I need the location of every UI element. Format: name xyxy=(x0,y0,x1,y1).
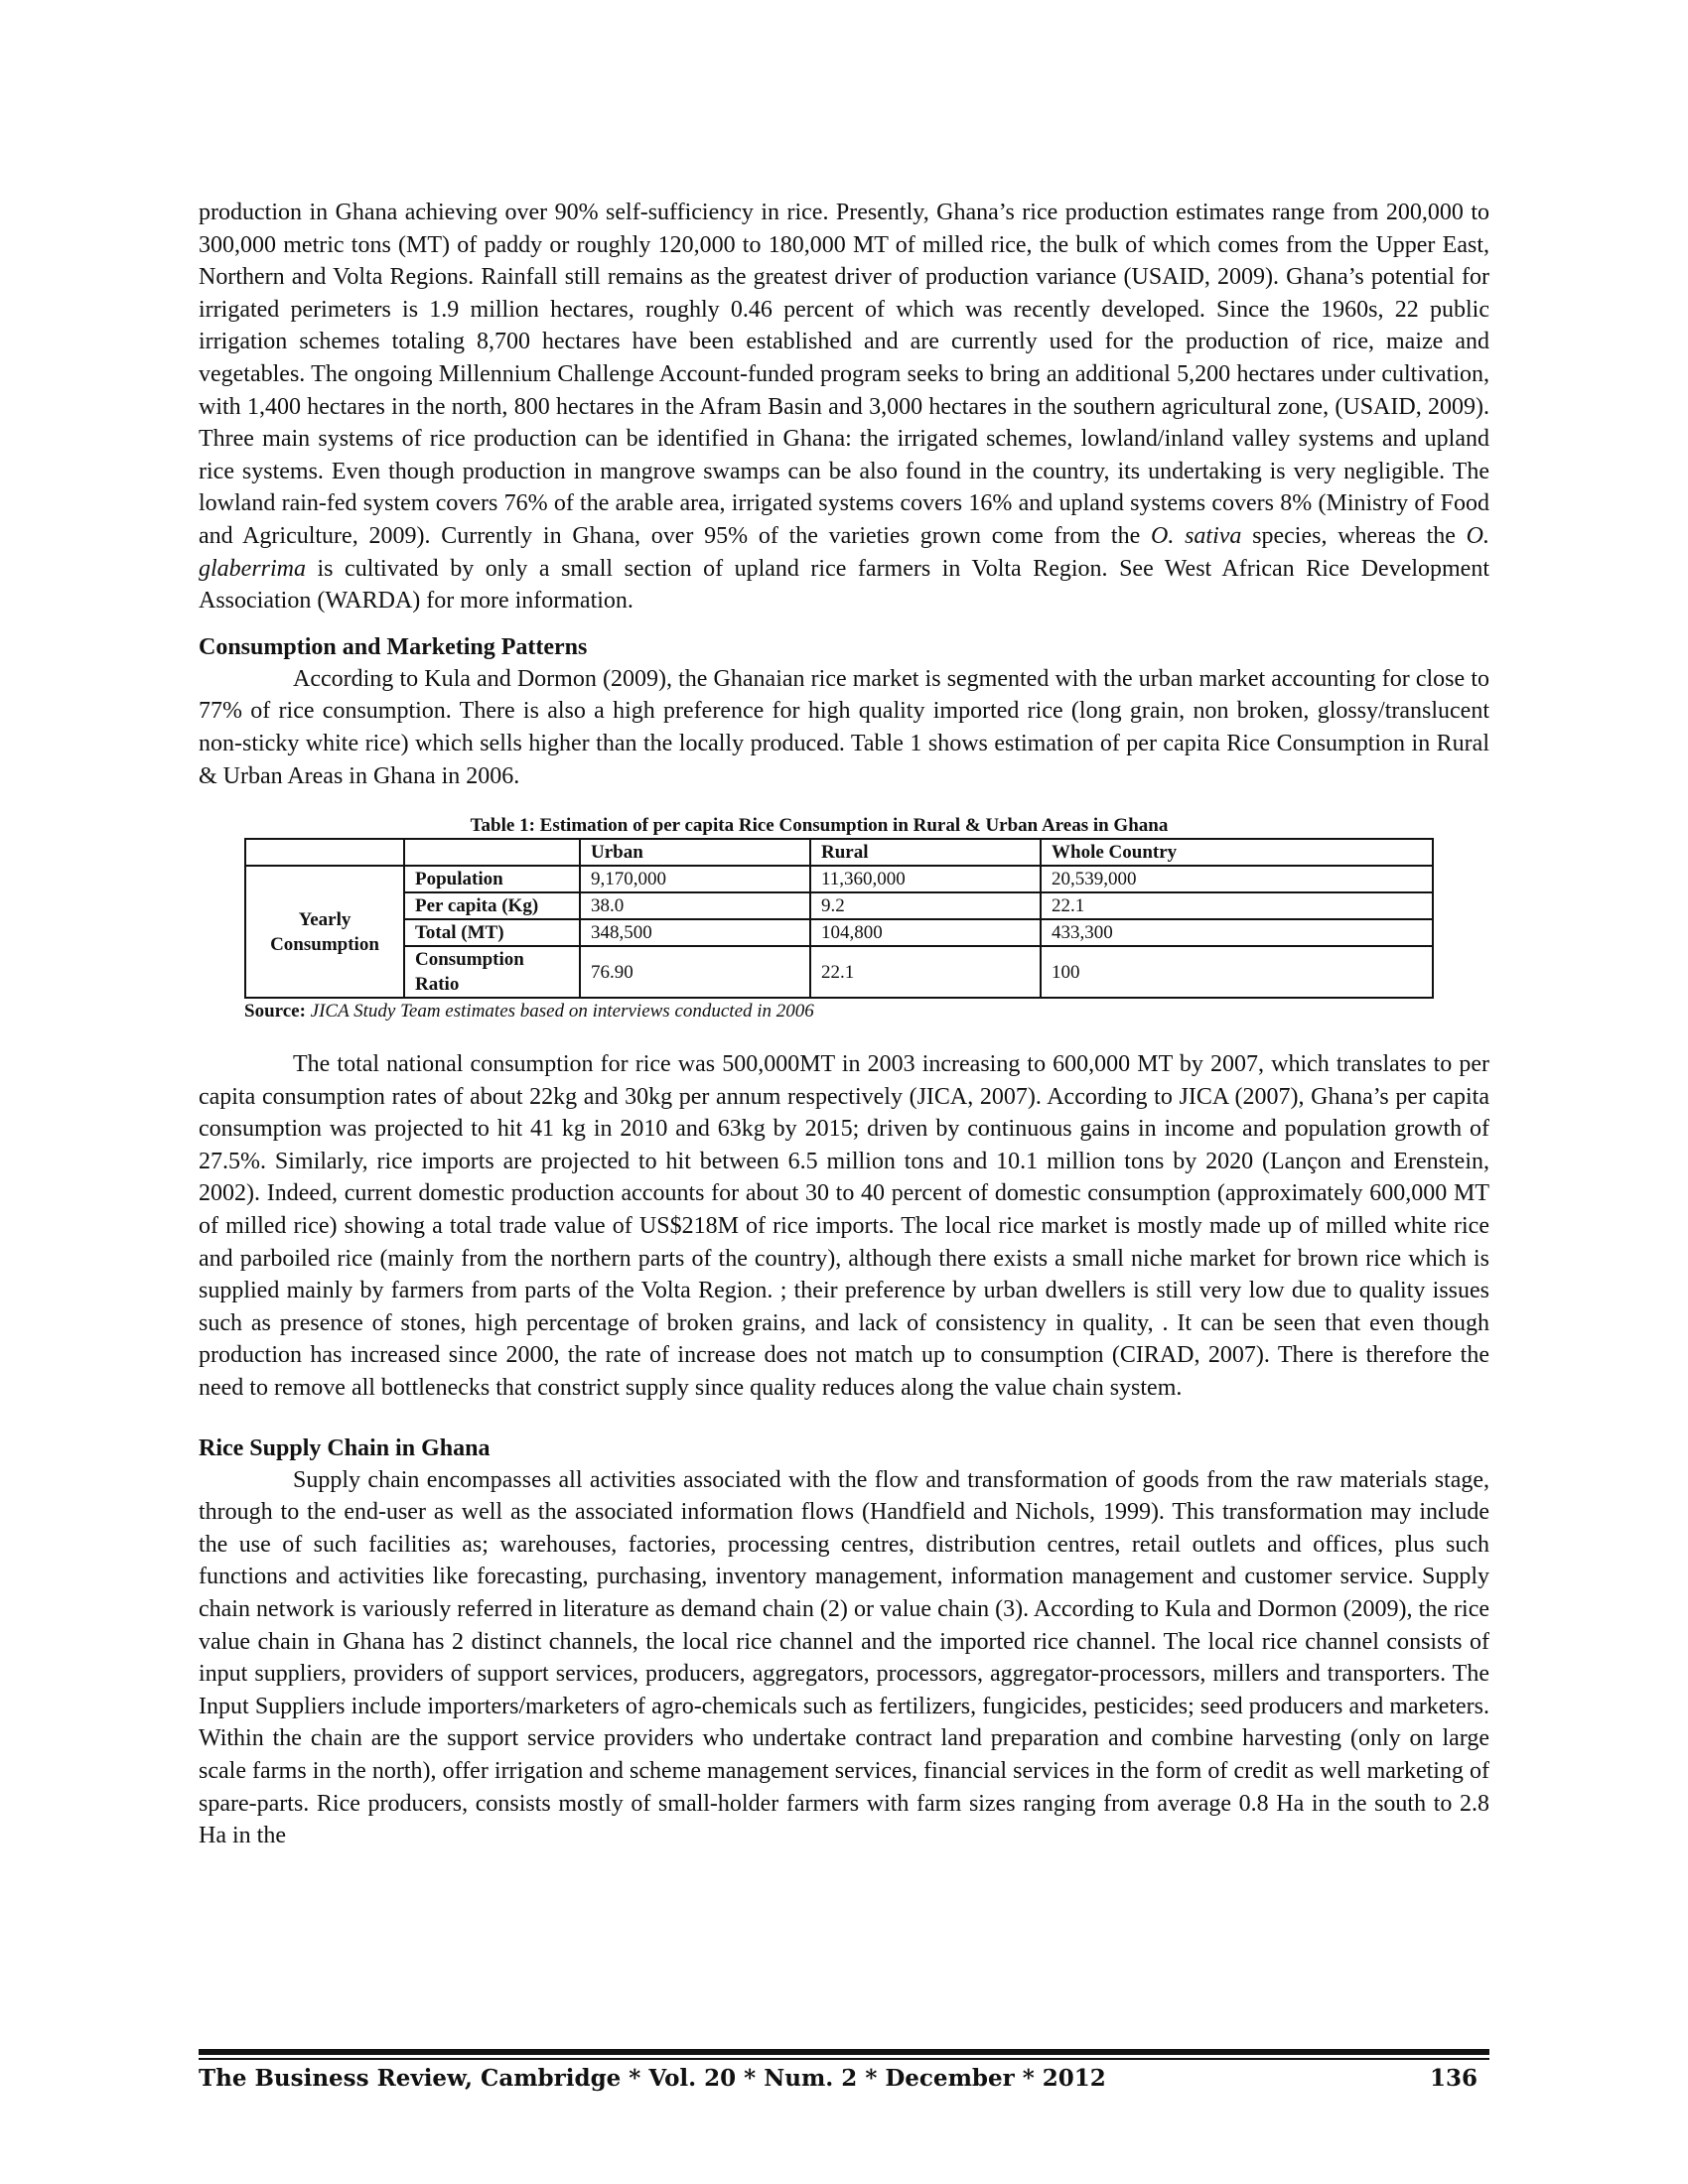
table-cell: 38.0 xyxy=(580,892,810,919)
table-cell: 20,539,000 xyxy=(1041,866,1433,892)
col-header-urban: Urban xyxy=(580,839,810,866)
document-body xyxy=(199,197,1489,1852)
table-cell: 100 xyxy=(1041,946,1433,998)
footer-rule-thin xyxy=(199,2058,1489,2060)
table-cell: 76.90 xyxy=(580,946,810,998)
row-label: Population xyxy=(404,866,580,892)
footer-rule xyxy=(199,2049,1489,2055)
consumption-table xyxy=(244,838,1434,999)
table-row xyxy=(245,892,1433,919)
table-caption: Table 1: Estimation of per capita Rice Consumption in Rural & Urban Areas in Ghana xyxy=(470,815,1169,837)
row-label: Per capita (Kg) xyxy=(404,892,580,919)
table-row xyxy=(245,946,1433,998)
empty-cell xyxy=(404,839,580,866)
table-cell: 11,360,000 xyxy=(810,866,1041,892)
col-header-rural: Rural xyxy=(810,839,1041,866)
table-cell: 9.2 xyxy=(810,892,1041,919)
source-label: Source: xyxy=(244,1001,306,1023)
table-cell: 22.1 xyxy=(1041,892,1433,919)
table-row xyxy=(245,919,1433,946)
table-cell: 433,300 xyxy=(1041,919,1433,946)
row-group-label: Yearly Consumption xyxy=(245,866,404,998)
table-1 xyxy=(199,814,1489,1024)
journal-citation: The Business Review, Cambridge * Vol. 20 * Num. 2 * December * 2012 xyxy=(199,2065,1106,2092)
paragraph-supply-chain: Supply chain encompasses all activities associated with the flow and transformation of goods from the raw materials stage, through to the end-user as well as the associated information flows (Handfield and Nichols, 1999). This transformation may include the use of such facilities as; warehouses, factories, processing centres, distribution centres, retail outlets and offices, plus such functions and activities like forecasting, purchasing, inventory management, information management and customer service. Supply chain network is variously referred in literature as demand chain (2) or value chain (3). According to Kula and Dormon (2009), the rice value chain in Ghana has 2 distinct channels, the local rice channel and the imported rice channel. The local rice channel consists of input suppliers, providers of support services, producers, aggregators, processors, aggregator-processors, millers and transporters. The Input Suppliers include importers/marketers of agro-chemicals such as fertilizers, fungicides, pesticides; seed producers and marketers. Within the chain are the support service providers who undertake contract land preparation and combine harvesting (only on large scale farms in the north), offer irrigation and scheme management services, financial services in the form of credit as well marketing of spare-parts. Rice producers, consists mostly of small-holder farmers with farm sizes ranging from average 0.8 Ha in the south to 2.8 Ha in the xyxy=(199,1466,1489,1849)
heading-consumption: Consumption and Marketing Patterns xyxy=(199,633,588,660)
empty-cell xyxy=(245,839,404,866)
paragraph-consumption: According to Kula and Dormon (2009), the Ghanaian rice market is segmented with the urban market accounting for close to 77% of rice consumption. There is also a high preference for high quality imported rice (long grain, non broken, glossy/translucent non-sticky white rice) which sells higher than the locally produced. Table 1 shows estimation of per capita Rice Consumption in Rural & Urban Areas in Ghana in 2006. xyxy=(199,665,1489,789)
row-label: Total (MT) xyxy=(404,919,580,946)
table-header-row xyxy=(245,839,1433,866)
table-source xyxy=(244,999,1489,1024)
table-cell: 348,500 xyxy=(580,919,810,946)
table-cell: 104,800 xyxy=(810,919,1041,946)
heading-supply-chain: Rice Supply Chain in Ghana xyxy=(199,1434,491,1461)
paragraph-rice-production: production in Ghana achieving over 90% self-sufficiency in rice. Presently, Ghana’s rice production estimates range from 200,000 to 300,000 metric tons (MT) of paddy or roughly 120,000 to 180,000 MT of milled rice, the bulk of which comes from the Upper East, Northern and Volta Regions. Rainfall still remains as the greatest driver of production variance (USAID, 2009). Ghana’s potential for irrigated perimeters is 1.9 million hectares, roughly 0.46 percent of which was recently developed. Since the 1960s, 22 public irrigation schemes totaling 8,700 hectares have been established and are currently used for the production of rice, maize and vegetables. The ongoing Millennium Challenge Account-funded program seeks to bring an additional 5,200 hectares under cultivation, with 1,400 hectares in the north, 800 hectares in the Afram Basin and 3,000 hectares in the southern agricultural zone, (USAID, 2009). Three main systems of rice production can be identified in Ghana: the irrigated schemes, lowland/inland valley systems and upland rice systems. Even though production in mangrove swamps can be also found in the country, its undertaking is very negligible. The lowland rain-fed system covers 76% of the arable area, irrigated systems covers 16% and upland systems covers 8% (Ministry of Food and Agriculture, 2009). Currently in Ghana, over 95% of the varieties grown come from the O. sativa species, whereas the O. glaberrima is cultivated by only a small section of upland rice farmers in Volta Region. See West African Rice Development Association (WARDA) for more information. xyxy=(199,200,1489,614)
table-cell: 22.1 xyxy=(810,946,1041,998)
table-cell: 9,170,000 xyxy=(580,866,810,892)
source-text: JICA Study Team estimates based on interviews conducted in 2006 xyxy=(310,1001,814,1023)
table-row xyxy=(245,866,1433,892)
page-number: 136 xyxy=(1429,2065,1477,2092)
col-header-whole-country: Whole Country xyxy=(1041,839,1433,866)
paragraph-national-consumption: The total national consumption for rice was 500,000MT in 2003 increasing to 600,000 MT by 2007, which translates to per capita consumption rates of about 22kg and 30kg per annum respectively (JICA, 2007). According to JICA (2007), Ghana’s per capita consumption was projected to hit 41 kg in 2010 and 63kg by 2015; driven by continuous gains in income and population growth of 27.5%. Similarly, rice imports are projected to hit between 6.5 million tons and 10.1 million tons by 2020 (Lançon and Erenstein, 2002). Indeed, current domestic production accounts for about 30 to 40 percent of domestic consumption (approximately 600,000 MT of milled rice) showing a total trade value of US$218M of rice imports. The local rice market is mostly made up of milled white rice and parboiled rice (mainly from the northern parts of the country), although there exists a small niche market for brown rice which is supplied mainly by farmers from parts of the Volta Region. ; their preference by urban dwellers is still very low due to quality issues such as presence of stones, high percentage of broken grains, and lack of consistency in quality, . It can be seen that even though production has increased since 2000, the rate of increase does not match up to consumption (CIRAD, 2007). There is therefore the need to remove all bottlenecks that constrict supply since quality reduces along the value chain system. xyxy=(199,1051,1489,1402)
row-label: Consumption Ratio xyxy=(404,946,580,998)
